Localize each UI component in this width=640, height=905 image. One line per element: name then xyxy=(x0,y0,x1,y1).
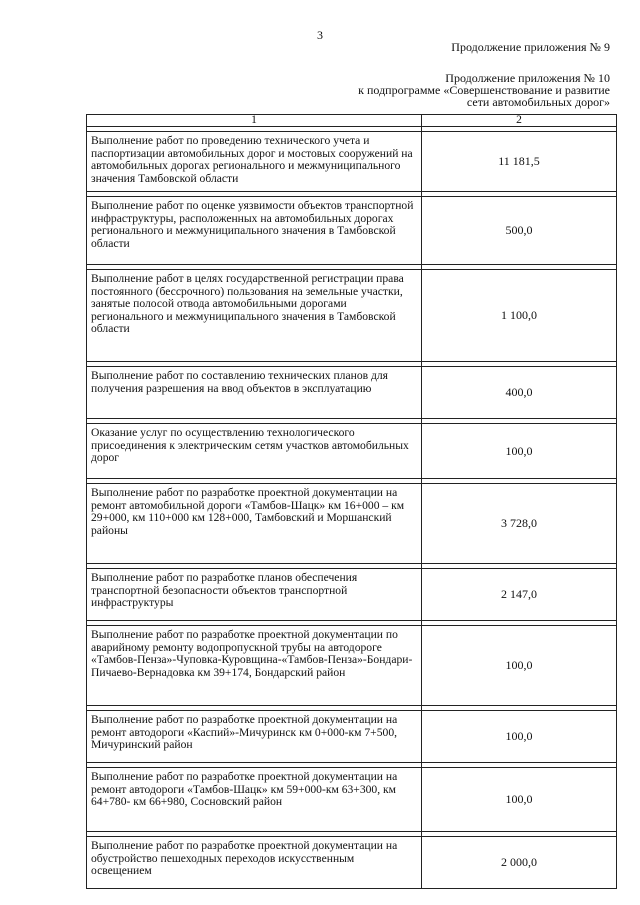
row-description: Оказание услуг по осуществлению технологического присоединения к электрическим сетям участков автомобильных дорог xyxy=(87,424,422,479)
row-description: Выполнение работ по разработке проектной документации на ремонт автодороги «Тамбов-Шацк» км 59+000-км 63+300, км 64+780- км 66+980, Сосновский район xyxy=(87,768,422,832)
table-row xyxy=(87,132,617,192)
row-description: Выполнение работ по разработке проектной документации на ремонт автодороги «Каспий»-Мичуринск км 0+000-км 7+500, Мичуринский район xyxy=(87,711,422,763)
row-amount: 3 728,0 xyxy=(422,484,617,564)
column-header-2: 2 xyxy=(422,115,617,127)
appendix-10-line2: к подпрограмме «Совершенствование и развитие xyxy=(358,83,610,97)
row-amount: 11 181,5 xyxy=(422,132,617,192)
table-row xyxy=(87,711,617,763)
table-row xyxy=(87,367,617,419)
table-row xyxy=(87,270,617,362)
row-amount: 100,0 xyxy=(422,711,617,763)
row-description: Выполнение работ по разработке проектной документации по аварийному ремонту водопропускной трубы на автодороге «Тамбов-Пенза»-Чуповка-Куровщина-«Тамбов-Пенза»-Бондари-Пичаево-Вернадовка км 39+174, Бондарский район xyxy=(87,626,422,706)
row-amount: 2 147,0 xyxy=(422,569,617,621)
row-amount: 500,0 xyxy=(422,197,617,265)
row-amount: 100,0 xyxy=(422,626,617,706)
column-header-1: 1 xyxy=(87,115,422,127)
table-row xyxy=(87,837,617,889)
row-amount: 400,0 xyxy=(422,367,617,419)
row-amount: 100,0 xyxy=(422,424,617,479)
row-description: Выполнение работ по разработке проектной документации на обустройство пешеходных переходов искусственным освещением xyxy=(87,837,422,889)
row-amount: 1 100,0 xyxy=(422,270,617,362)
row-description: Выполнение работ по оценке уязвимости объектов транспортной инфраструктуры, расположенных на автомобильных дорогах регионального и межмуниципального значения в Тамбовской области xyxy=(87,197,422,265)
row-description: Выполнение работ по разработке планов обеспечения транспортной безопасности объектов транспортной инфраструктуры xyxy=(87,569,422,621)
row-description: Выполнение работ по составлению технических планов для получения разрешения на ввод объектов в эксплуатацию xyxy=(87,367,422,419)
table-row xyxy=(87,197,617,265)
table-row xyxy=(87,424,617,479)
row-description: Выполнение работ в целях государственной регистрации права постоянного (бессрочного) пользования на земельные участки, занятые полосой отвода автомобильными дорогами регионального и межмуниципального значения в Тамбовской области xyxy=(87,270,422,362)
table-row xyxy=(87,768,617,832)
row-description: Выполнение работ по разработке проектной документации на ремонт автомобильной дороги «Тамбов-Шацк» км 16+000 – км 29+000, км 110+000 км 128+000, Тамбовский и Моршанский районы xyxy=(87,484,422,564)
works-table xyxy=(86,114,617,889)
appendix-9-continuation: Продолжение приложения № 9 xyxy=(451,40,610,54)
appendix-10-line1: Продолжение приложения № 10 xyxy=(445,71,610,85)
page-number: 3 xyxy=(317,28,323,42)
row-description: Выполнение работ по проведению технического учета и паспортизации автомобильных дорог и мостовых сооружений на автомобильных дорогах регионального и межмуниципального значения Тамбовской области xyxy=(87,132,422,192)
table-header-row xyxy=(87,115,617,127)
row-amount: 100,0 xyxy=(422,768,617,832)
appendix-10-line3: сети автомобильных дорог» xyxy=(466,95,610,109)
table-row xyxy=(87,569,617,621)
row-amount: 2 000,0 xyxy=(422,837,617,889)
appendix-10-continuation xyxy=(358,72,610,108)
table-row xyxy=(87,484,617,564)
table-row xyxy=(87,626,617,706)
